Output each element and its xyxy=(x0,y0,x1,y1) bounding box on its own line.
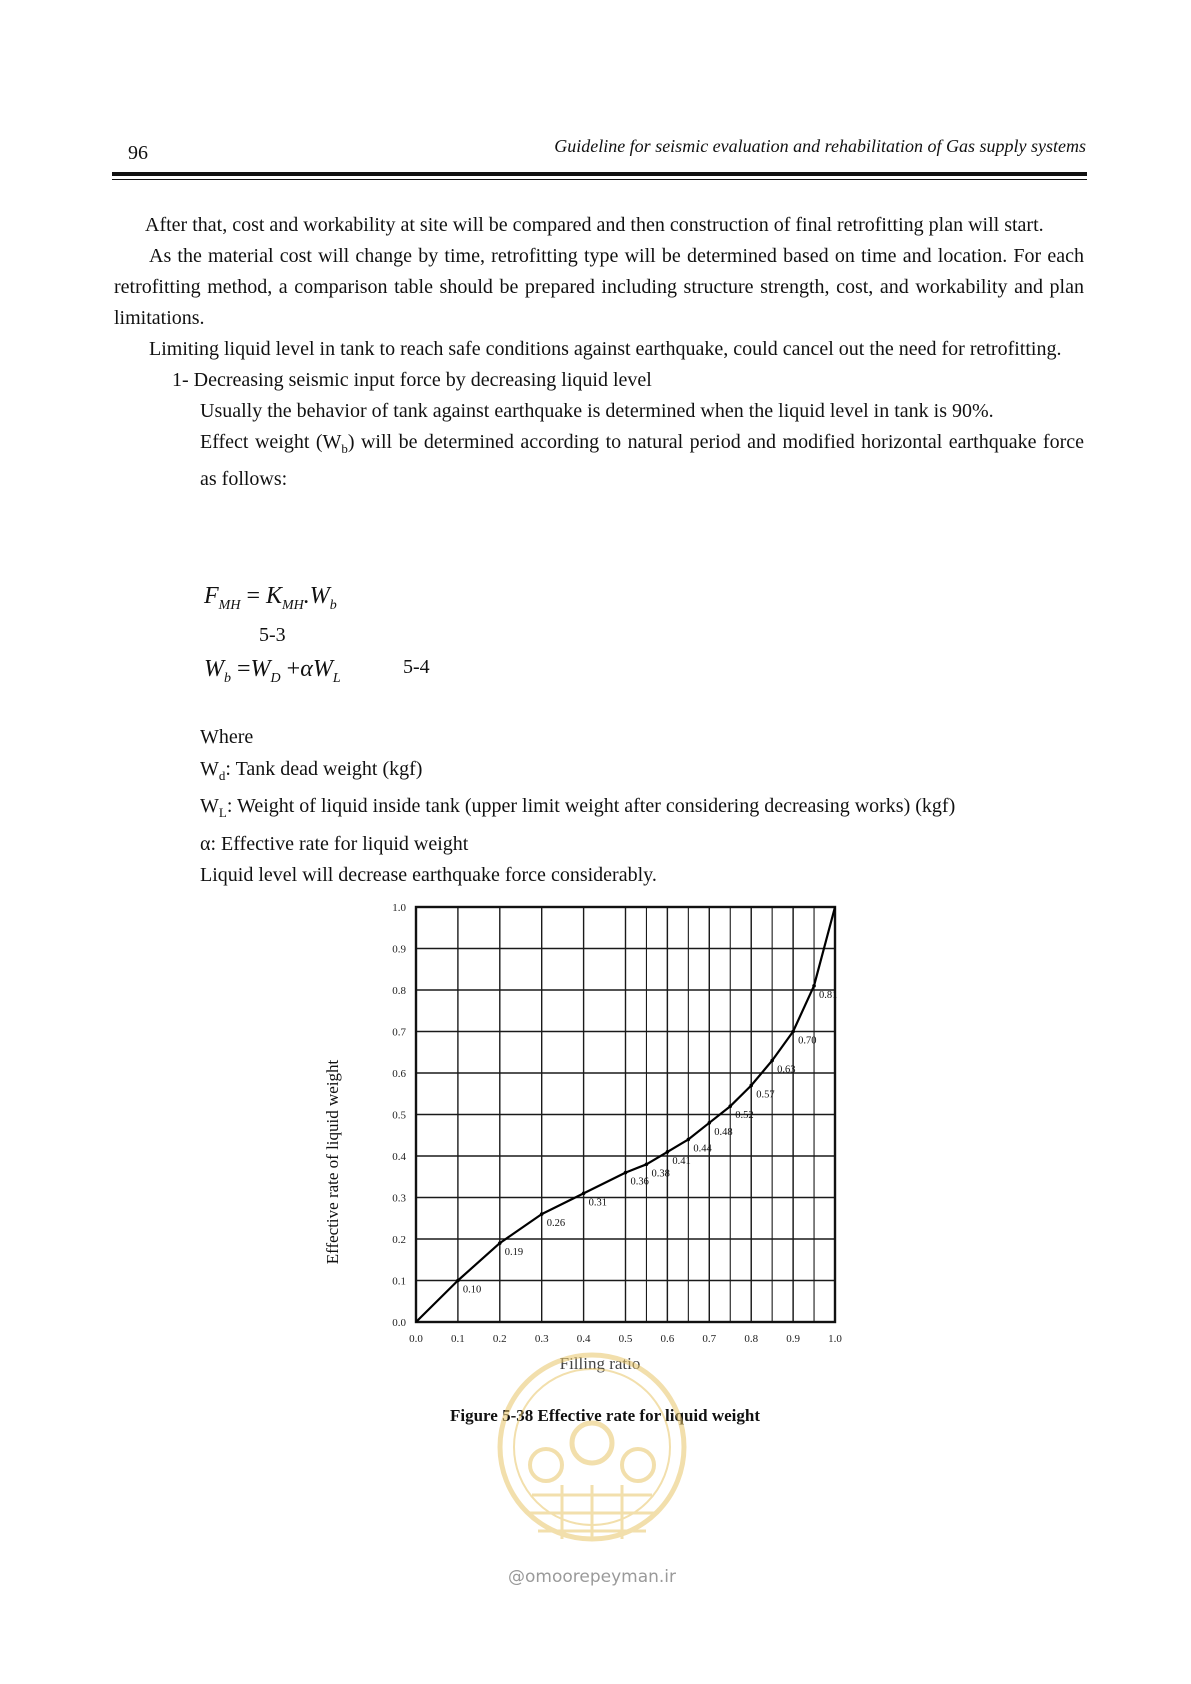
list-item-text: Usually the behavior of tank against earthquake is determined when the liquid level in tank is 90%. xyxy=(200,400,994,422)
data-point xyxy=(624,1171,628,1175)
data-label: 0.38 xyxy=(651,1168,670,1180)
y-tick-label: 1.0 xyxy=(392,902,406,914)
definition-alpha: α: Effective rate for liquid weight xyxy=(200,832,469,855)
list-item-text: Effect weight $(W_b)$ will be determined according to natural period and modified horizontal earthquake force as follows: xyxy=(200,431,1084,490)
paragraph: As the material cost will change by time, retrofitting type will be determined based on time and location. For each retrofitting method, a comparison table should be prepared including structure strength, cost, and workability and plan limitations. xyxy=(114,245,1084,329)
x-tick-label: 0.9 xyxy=(786,1333,800,1345)
y-tick-label: 0.3 xyxy=(392,1192,406,1205)
data-point xyxy=(812,984,816,988)
x-tick-label: 0.6 xyxy=(660,1333,675,1345)
data-label: 0.26 xyxy=(546,1218,566,1230)
data-label: 0.70 xyxy=(798,1035,817,1047)
data-label: 0.81 xyxy=(819,989,838,1001)
chart xyxy=(330,895,860,1380)
watermark-seal-icon xyxy=(492,1335,692,1563)
figure-caption: Figure 5-38 Effective rate for liquid weight xyxy=(449,1406,761,1425)
equation-number: 5-4 xyxy=(403,656,430,678)
header-rule xyxy=(112,172,1087,176)
data-point xyxy=(728,1104,732,1108)
definitions xyxy=(200,722,955,892)
data-label: 0.63 xyxy=(777,1064,796,1076)
watermark xyxy=(492,1335,692,1595)
y-tick-label: 0.0 xyxy=(392,1317,406,1329)
x-tick-label: 0.1 xyxy=(451,1333,465,1345)
where-label: Where xyxy=(200,726,254,748)
data-label: 0.48 xyxy=(714,1126,733,1138)
data-point xyxy=(770,1059,774,1063)
y-tick-label: 0.4 xyxy=(392,1151,406,1163)
data-point xyxy=(708,1121,712,1125)
data-point xyxy=(749,1084,753,1088)
x-tick-label: 0.8 xyxy=(744,1333,759,1345)
data-point xyxy=(687,1138,691,1142)
list-item: 1- Decreasing seismic input force by decreasing liquid level xyxy=(172,369,652,391)
page-number: 96 xyxy=(128,142,148,164)
x-tick-label: 0.3 xyxy=(534,1333,549,1345)
definition-wd: $W_d$: Tank dead weight (kgf) xyxy=(200,757,423,783)
chart-svg xyxy=(330,895,860,1380)
y-axis-label-wrap xyxy=(313,1040,353,1280)
data-point xyxy=(540,1212,544,1216)
definition-wl: $W_L$: Weight of liquid inside tank (upper limit weight after considering decreasing works) (kgf) xyxy=(200,795,956,820)
data-label: 0.44 xyxy=(693,1143,712,1155)
data-label: 0.41 xyxy=(672,1155,691,1167)
paragraph: Limiting liquid level in tank to reach safe conditions against earthquake, could cancel out the need for retrofitting. xyxy=(149,338,1062,360)
data-label: 0.19 xyxy=(504,1247,524,1259)
x-tick-label: 0.2 xyxy=(492,1333,507,1345)
data-point xyxy=(456,1279,460,1283)
x-axis-label: Filling ratio xyxy=(559,1354,641,1373)
y-tick-label: 0.5 xyxy=(392,1109,406,1122)
y-tick-label: 0.8 xyxy=(392,985,406,997)
data-point xyxy=(645,1163,649,1167)
x-tick-label: 1.0 xyxy=(828,1333,842,1345)
data-label: 0.57 xyxy=(756,1089,775,1101)
y-axis-label: Effective rate of liquid weight xyxy=(323,1059,342,1265)
data-point xyxy=(791,1030,795,1034)
data-point xyxy=(666,1150,670,1154)
x-tick-label: 0.5 xyxy=(618,1333,633,1345)
y-tick-label: 0.6 xyxy=(392,1068,406,1080)
data-label: 0.36 xyxy=(630,1176,649,1188)
running-header: Guideline for seismic evaluation and rehabilitation of Gas supply systems xyxy=(554,136,1086,156)
data-label: 0.31 xyxy=(588,1197,607,1209)
y-tick-label: 0.9 xyxy=(392,943,406,956)
y-tick-label: 0.2 xyxy=(392,1234,406,1246)
closing-sentence: Liquid level will decrease earthquake force considerably. xyxy=(200,864,657,886)
data-label: 0.10 xyxy=(462,1284,482,1296)
y-tick-label: 0.7 xyxy=(392,1026,406,1039)
x-tick-label: 0.7 xyxy=(702,1333,717,1345)
data-label: 0.52 xyxy=(735,1110,754,1122)
y-tick-label: 0.1 xyxy=(392,1275,406,1288)
equation-1: $F_{MH} = K_{MH}.W_b$ xyxy=(204,583,337,613)
data-point xyxy=(582,1192,586,1196)
equation-2: $W_b =W_D +\alpha W_L$ xyxy=(204,656,341,686)
x-tick-label: 0.4 xyxy=(576,1333,591,1345)
x-tick-label: 0.0 xyxy=(409,1333,423,1345)
header-rule-thin xyxy=(112,179,1087,180)
body-text xyxy=(114,210,1084,495)
paragraph: After that, cost and workability at site will be compared and then construction of final retrofitting plan will start. xyxy=(145,214,1044,236)
equation-number: 5-3 xyxy=(259,624,286,646)
data-point xyxy=(498,1241,502,1245)
watermark-text: @omoorepeyman.ir xyxy=(507,1567,677,1587)
